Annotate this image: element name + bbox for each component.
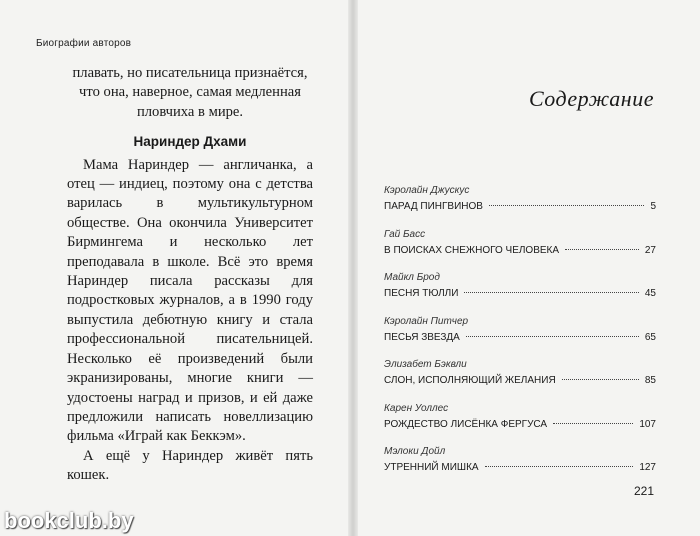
toc-list bbox=[384, 184, 656, 489]
toc-page-number: 65 bbox=[644, 331, 656, 343]
toc-leader-dots bbox=[466, 336, 639, 337]
toc-leader-dots bbox=[464, 292, 639, 293]
continuation-line: пловчиха в мире. bbox=[136, 103, 244, 120]
toc-entry[interactable] bbox=[384, 315, 656, 359]
toc-leader-dots bbox=[485, 466, 634, 467]
toc-page-number: 85 bbox=[644, 375, 656, 386]
toc-leader-dots bbox=[489, 205, 644, 206]
right-page bbox=[358, 0, 700, 536]
toc-author: Майкл Брод bbox=[384, 272, 440, 283]
toc-author: Кэролайн Питчер bbox=[384, 315, 469, 327]
toc-leader-dots bbox=[562, 379, 639, 380]
toc-entry[interactable] bbox=[384, 271, 656, 315]
toc-leader-dots bbox=[553, 423, 633, 424]
toc-page-number: 45 bbox=[644, 288, 656, 299]
toc-entry[interactable] bbox=[384, 358, 656, 402]
toc-author: Карен Уоллес bbox=[384, 402, 449, 414]
toc-story-title: РОЖДЕСТВО ЛИСЁНКА ФЕРГУСА bbox=[384, 418, 548, 430]
toc-story-title: ПАРАД ПИНГВИНОВ bbox=[384, 201, 483, 212]
toc-entry[interactable] bbox=[384, 228, 656, 272]
toc-story-title: ПЕСЬЯ ЗВЕЗДА bbox=[384, 331, 460, 343]
toc-author: Кэролайн Джускус bbox=[384, 185, 470, 196]
continuation-line: что она, наверное, самая медленная bbox=[79, 84, 301, 101]
toc-leader-dots bbox=[565, 249, 639, 250]
toc-entry[interactable] bbox=[384, 184, 656, 228]
toc-page-number: 5 bbox=[650, 201, 656, 212]
toc-entry[interactable] bbox=[384, 445, 656, 489]
toc-story-title: УТРЕННИЙ МИШКА bbox=[384, 462, 479, 473]
toc-title: Содержание bbox=[528, 86, 654, 111]
toc-page-number: 107 bbox=[639, 418, 656, 430]
toc-story-title: СЛОН, ИСПОЛНЯЮЩИЙ ЖЕЛАНИЯ bbox=[384, 375, 556, 386]
biography-paragraph-final: А ещё у Нариндер живёт пять кошек. bbox=[67, 447, 313, 484]
toc-author: Мэлоки Дойл bbox=[384, 446, 446, 457]
toc-page-number: 127 bbox=[639, 462, 656, 473]
continuation-line: плавать, но писательница признаётся, bbox=[72, 65, 308, 81]
book-gutter bbox=[348, 0, 358, 536]
running-head: Биографии авторов bbox=[36, 38, 132, 49]
page-number: 221 bbox=[633, 484, 654, 498]
toc-author: Гай Басс bbox=[384, 228, 426, 240]
toc-entry[interactable] bbox=[384, 402, 656, 446]
toc-page-number: 27 bbox=[644, 244, 656, 256]
biography-paragraph: Мама Нариндер — англичанка, а отец — индиец, поэтому она с детства варилась в мультикультурном обществе. Она окончила Университет Бирмингема и несколько лет преподавала в школе. Всё это время Нариндер писала рассказы для подростковых журналов, а в 1990 году выпустила дебютную книгу и стала профессиональной писательницей. Несколько её произведений были экранизированы, многие книги — удостоены наград и призов, и ей даже предложили написать новеллизацию фильма «Играй как Беккэм». bbox=[67, 156, 313, 445]
body-text bbox=[67, 64, 313, 486]
toc-story-title: В ПОИСКАХ СНЕЖНОГО ЧЕЛОВЕКА bbox=[384, 244, 560, 256]
left-page bbox=[0, 0, 348, 536]
toc-author: Элизабет Бэквли bbox=[384, 359, 467, 370]
toc-story-title: ПЕСНЯ ТЮЛЛИ bbox=[384, 288, 459, 299]
author-heading: Нариндер Дхами bbox=[133, 134, 247, 150]
watermark-logo: bookclub.by bbox=[4, 508, 134, 533]
